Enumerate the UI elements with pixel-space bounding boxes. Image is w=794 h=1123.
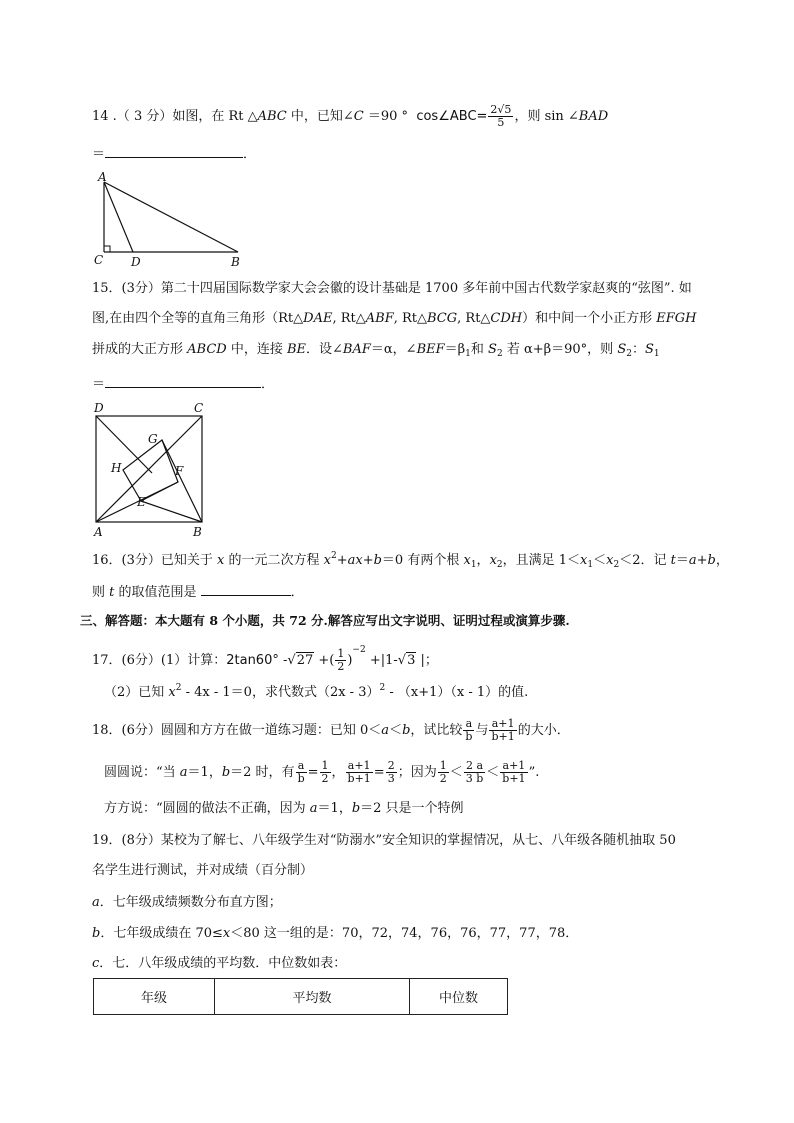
q15-efgh: EFGH — [656, 311, 697, 326]
q18-h1n: 1 — [321, 759, 329, 772]
q15-text1: 15．(3分）第二十四届国际数学家大会会徽的设计基础是 1700 多年前中国古代数学家赵爽的“弦图”. 如 — [92, 281, 692, 296]
q17-p2b: - 4x - 1＝0，求代数式（2x - 3） — [181, 685, 380, 700]
q16-d: ，且满足 1＜ — [502, 553, 581, 568]
q17-plus1: +( — [314, 653, 335, 668]
q14-prefix: 14 .（ 3 分）如图，在 Rt △ — [92, 109, 258, 124]
q15-t2c: , Rt△ — [393, 311, 427, 326]
q15-label-b: B — [193, 525, 202, 539]
table-header-grade: 年级 — [94, 979, 215, 1015]
q18-l2b: ＝1， — [187, 765, 222, 780]
table-header-row — [94, 979, 508, 1015]
q17-end: |； — [416, 653, 438, 668]
q18-h2 — [386, 760, 397, 785]
q16-f: ＝ — [675, 553, 689, 568]
q18-k3d: b+1 — [502, 772, 526, 785]
q17-half-num: 1 — [337, 647, 345, 660]
q18-k3 — [500, 760, 527, 785]
q15-label-a: A — [94, 525, 103, 539]
q18-f2d: b+1 — [491, 730, 515, 743]
q19-b-label: b — [92, 926, 101, 941]
q18-lt3: ＜ — [486, 765, 500, 780]
q15-line2 — [92, 310, 697, 328]
q17-exp: −2 — [352, 645, 366, 655]
q15-label-d: D — [94, 401, 104, 415]
q17-sqrt27: 27 — [296, 653, 314, 668]
q15-answer-suffix: ． — [261, 377, 275, 392]
q14-cos-label: cos∠ABC= — [416, 109, 488, 124]
q16-s2: 2 — [496, 560, 503, 570]
q18-eq1: = — [307, 765, 319, 780]
q19-c-label: c — [92, 956, 100, 971]
q18-g2d: b+1 — [347, 772, 371, 785]
q16-answer-suffix: ． — [290, 585, 304, 600]
q18-lt: ＜ — [389, 723, 403, 738]
q16-eq2: +ax+b — [336, 553, 382, 568]
q15-label-c: C — [194, 401, 204, 415]
q15-t3a: 拼成的大正方形 — [92, 342, 188, 357]
q17-a: 17．(6分）(1）计算： — [92, 653, 227, 668]
q15-t2b: , Rt△ — [332, 311, 366, 326]
q18-k2n: 2 a — [464, 760, 486, 773]
q17-p2c: - （x+1）（x - 1）的值. — [385, 685, 529, 700]
q19-b-x: x — [222, 926, 231, 941]
q14-cos-fraction — [488, 104, 513, 129]
q16-line1 — [92, 552, 729, 570]
q16-comma: ， — [476, 553, 490, 568]
q18-frac2 — [489, 718, 516, 743]
q19-item-a — [92, 894, 282, 912]
q17-half — [335, 648, 346, 673]
q18-a: 18．(6分）圆圆和方方在做一道练习题：已知 0＜ — [92, 723, 382, 738]
q16-t2: t — [109, 585, 115, 600]
q18-lt2: ＜ — [449, 765, 463, 780]
q14-label-d: D — [131, 255, 141, 269]
q15-t3f: 和 — [470, 342, 489, 357]
q18-l3a: 方方说：“圆圆的做法不正确，因为 — [104, 801, 310, 816]
q19-b-text2: ＜80 这一组的是：70，72，74，76，76，77，77，78． — [230, 926, 579, 941]
q18-l3av: a — [309, 801, 318, 816]
q16-s1b: 1 — [587, 560, 594, 570]
q18-f1d: b — [465, 730, 473, 743]
q19-line1 — [92, 832, 676, 850]
q18-yu: 与 — [475, 723, 489, 738]
q16-x2: x — [489, 553, 497, 568]
q17-plus2: +|1- — [365, 653, 398, 668]
q18-h1d: 2 — [321, 772, 329, 785]
q16-x: x — [217, 553, 225, 568]
q15-bcg: BCG — [427, 311, 458, 326]
q19-l1: 19．(8分）某校为了解七、八年级学生对“防溺水”安全知识的掌握情况，从七、八年级各随机抽取 50 — [92, 833, 676, 848]
q15-answer-prefix: ＝ — [92, 377, 106, 392]
q17-close: ) — [347, 653, 353, 668]
q14-cos-num: 2√5 — [490, 103, 512, 116]
q19-b-text1: ．七年级成绩在 70≤ — [100, 926, 223, 941]
q15-answer-blank[interactable] — [105, 373, 261, 388]
q16-x1b: x — [580, 553, 588, 568]
q19-l2: 名学生进行测试，并对成绩（百分制） — [92, 863, 314, 878]
q16-answer-blank[interactable] — [201, 581, 291, 596]
q16-line2 — [92, 581, 304, 602]
q18-l2av: a — [179, 765, 188, 780]
q18-l3c: ＝2 只是一个特例 — [360, 801, 464, 816]
q15-baf: BAF — [342, 342, 371, 357]
q17-sqrt3: 3 — [407, 653, 416, 668]
table-header-median: 中位数 — [410, 979, 508, 1015]
q17-expr1: 2tan60° — [226, 653, 279, 668]
q18-c: 的大小． — [517, 723, 570, 738]
q16-t: t — [670, 553, 676, 568]
q15-be: BE — [286, 342, 307, 357]
q17-p2x: x — [168, 685, 176, 700]
q16-x1: x — [463, 553, 471, 568]
table-header-mean: 平均数 — [215, 979, 410, 1015]
q16-b: 的一元二次方程 — [224, 553, 324, 568]
q15-s1: S — [644, 342, 654, 357]
q15-line3 — [92, 341, 660, 359]
q16-x2b: x — [606, 553, 614, 568]
q19-item-b — [92, 925, 578, 943]
q19-a-label: a — [92, 895, 100, 910]
q15-t2d: , Rt△ — [457, 311, 491, 326]
q14-suffix: ，则 sin ∠ — [514, 109, 579, 124]
q18-line1 — [92, 718, 570, 743]
q18-g1 — [296, 760, 307, 785]
q14-mid: 中，已知∠ — [286, 109, 354, 124]
q15-t3b: 中，连接 — [226, 342, 287, 357]
q15-label-h: H — [111, 461, 122, 475]
q18-k1 — [438, 760, 449, 785]
q18-av: a — [381, 723, 390, 738]
q15-t3c: ．设∠ — [306, 342, 343, 357]
q16-e: ＜2．记 — [619, 553, 671, 568]
q16-ab: a+b — [688, 553, 716, 568]
q18-h2n: 2 — [387, 759, 395, 772]
q15-s: S — [488, 342, 497, 357]
q15-label-g: G — [148, 432, 158, 446]
q14-c: C — [353, 109, 364, 124]
q18-l3bv: b — [351, 801, 361, 816]
q16-c: ＝0 有两个根 — [381, 553, 464, 568]
q18-bv: b — [402, 723, 411, 738]
q17-line1: 17．(6分）(1）计算：2tan60° -√27 +( $\frac{1}{2}$ )$^{-2}$ +|1-√3 |； — [92, 645, 438, 673]
q18-l2c: ＝2 时，有 — [230, 765, 295, 780]
q18-k1n: 1 — [439, 759, 447, 772]
q14-line1 — [92, 104, 608, 129]
q15-bef: BEF — [416, 342, 445, 357]
q18-k2 — [464, 760, 486, 785]
q15-t3g: 若 α+β＝90°，则 — [502, 342, 618, 357]
q18-comma: ， — [331, 765, 345, 780]
q15-s2: S — [617, 342, 627, 357]
q17-line2 — [104, 684, 528, 702]
q16-l2a: 则 — [92, 585, 110, 600]
q17-p2sq: 2 — [175, 683, 182, 693]
q14-answer-line — [92, 143, 256, 164]
q18-k2d: 3 b — [465, 772, 484, 785]
q16-l2b: 的取值范围是 — [114, 585, 201, 600]
q18-k3n: a+1 — [500, 760, 527, 773]
q14-answer-blank[interactable] — [105, 143, 243, 158]
q19-a-text: ．七年级成绩频数分布直方图； — [99, 895, 282, 910]
q18-g1n: a — [296, 760, 307, 773]
q18-f1n: a — [463, 718, 474, 731]
q14-label-a: A — [98, 170, 107, 184]
q14-deg: ＝90 ° — [363, 109, 409, 124]
q15-sub1b: 1 — [653, 349, 660, 359]
q16-g: ， — [715, 553, 729, 568]
q15-label-f: F — [175, 464, 184, 478]
q15-sub2b: 2 — [626, 349, 632, 359]
q15-cdh: CDH — [490, 311, 523, 326]
q15-sub2: 2 — [496, 349, 503, 359]
q18-l2bv: b — [221, 765, 231, 780]
q19-item-c — [92, 955, 346, 973]
q18-l3b: ＝1， — [317, 801, 352, 816]
q16-eq: x — [323, 553, 331, 568]
q15-colon: ： — [631, 342, 645, 357]
q14-label-b: B — [231, 255, 240, 269]
q15-sub1: 1 — [465, 349, 471, 359]
q18-g1d: b — [297, 772, 305, 785]
score-table — [93, 978, 508, 1015]
q18-k1d: 2 — [439, 772, 447, 785]
q18-eq2: = — [373, 765, 385, 780]
q15-t3d: ＝α，∠ — [370, 342, 417, 357]
q18-l2a: 圆圆说：“当 — [104, 765, 180, 780]
q18-h1 — [320, 760, 331, 785]
q18-line2 — [104, 760, 539, 785]
q18-g2n: a+1 — [346, 760, 373, 773]
q15-dae: DAE — [303, 311, 333, 326]
q19-c-text: ．七．八年级成绩的平均数．中位数如表： — [99, 956, 347, 971]
q14-cos-den: 5 — [497, 116, 505, 129]
q18-frac1 — [463, 718, 474, 743]
q18-g2 — [346, 760, 373, 785]
q14-answer-suffix: ． — [243, 147, 257, 162]
q15-t3e: ＝β — [444, 342, 466, 357]
q18-line3 — [104, 800, 464, 818]
q16-s2b: 2 — [613, 560, 620, 570]
section3-heading — [80, 612, 570, 630]
q15-abf: ABF — [365, 311, 394, 326]
q17-half-den: 2 — [337, 660, 345, 673]
q14-label-c: C — [94, 253, 104, 267]
q15-figure — [88, 398, 218, 540]
q15-t2a: 图,在由四个全等的直角三角形（Rt△ — [92, 311, 304, 326]
q16-a: 16．(3分）已知关于 — [92, 553, 218, 568]
section3-text: 三、解答题：本大题有 8 个小题，共 72 分.解答应写出文字说明、证明过程或演算步骤. — [80, 613, 570, 628]
q14-abc: ABC — [257, 109, 287, 124]
q15-answer-line — [92, 373, 274, 394]
q15-line1 — [92, 280, 692, 298]
q17-minus: - — [278, 653, 288, 668]
q18-l2d: ；因为 — [397, 765, 437, 780]
q14-answer-prefix: ＝ — [92, 147, 106, 162]
q14-figure — [92, 170, 252, 270]
q18-b: ，试比较 — [410, 723, 463, 738]
q17-p2a: （2）已知 — [104, 685, 169, 700]
q15-t2e: ）和中间一个小正方形 — [522, 311, 657, 326]
q14-bad: BAD — [578, 109, 609, 124]
q15-abcd: ABCD — [187, 342, 227, 357]
q18-h2d: 3 — [387, 772, 395, 785]
q16-lt: ＜ — [593, 553, 607, 568]
q16-sq: 2 — [330, 551, 337, 561]
q18-f2n: a+1 — [489, 718, 516, 731]
q16-s1: 1 — [470, 560, 477, 570]
q19-line2 — [92, 862, 313, 880]
q15-label-e: E — [137, 495, 146, 509]
q17-p2sq2: 2 — [379, 683, 386, 693]
q18-end: ”. — [528, 765, 540, 780]
